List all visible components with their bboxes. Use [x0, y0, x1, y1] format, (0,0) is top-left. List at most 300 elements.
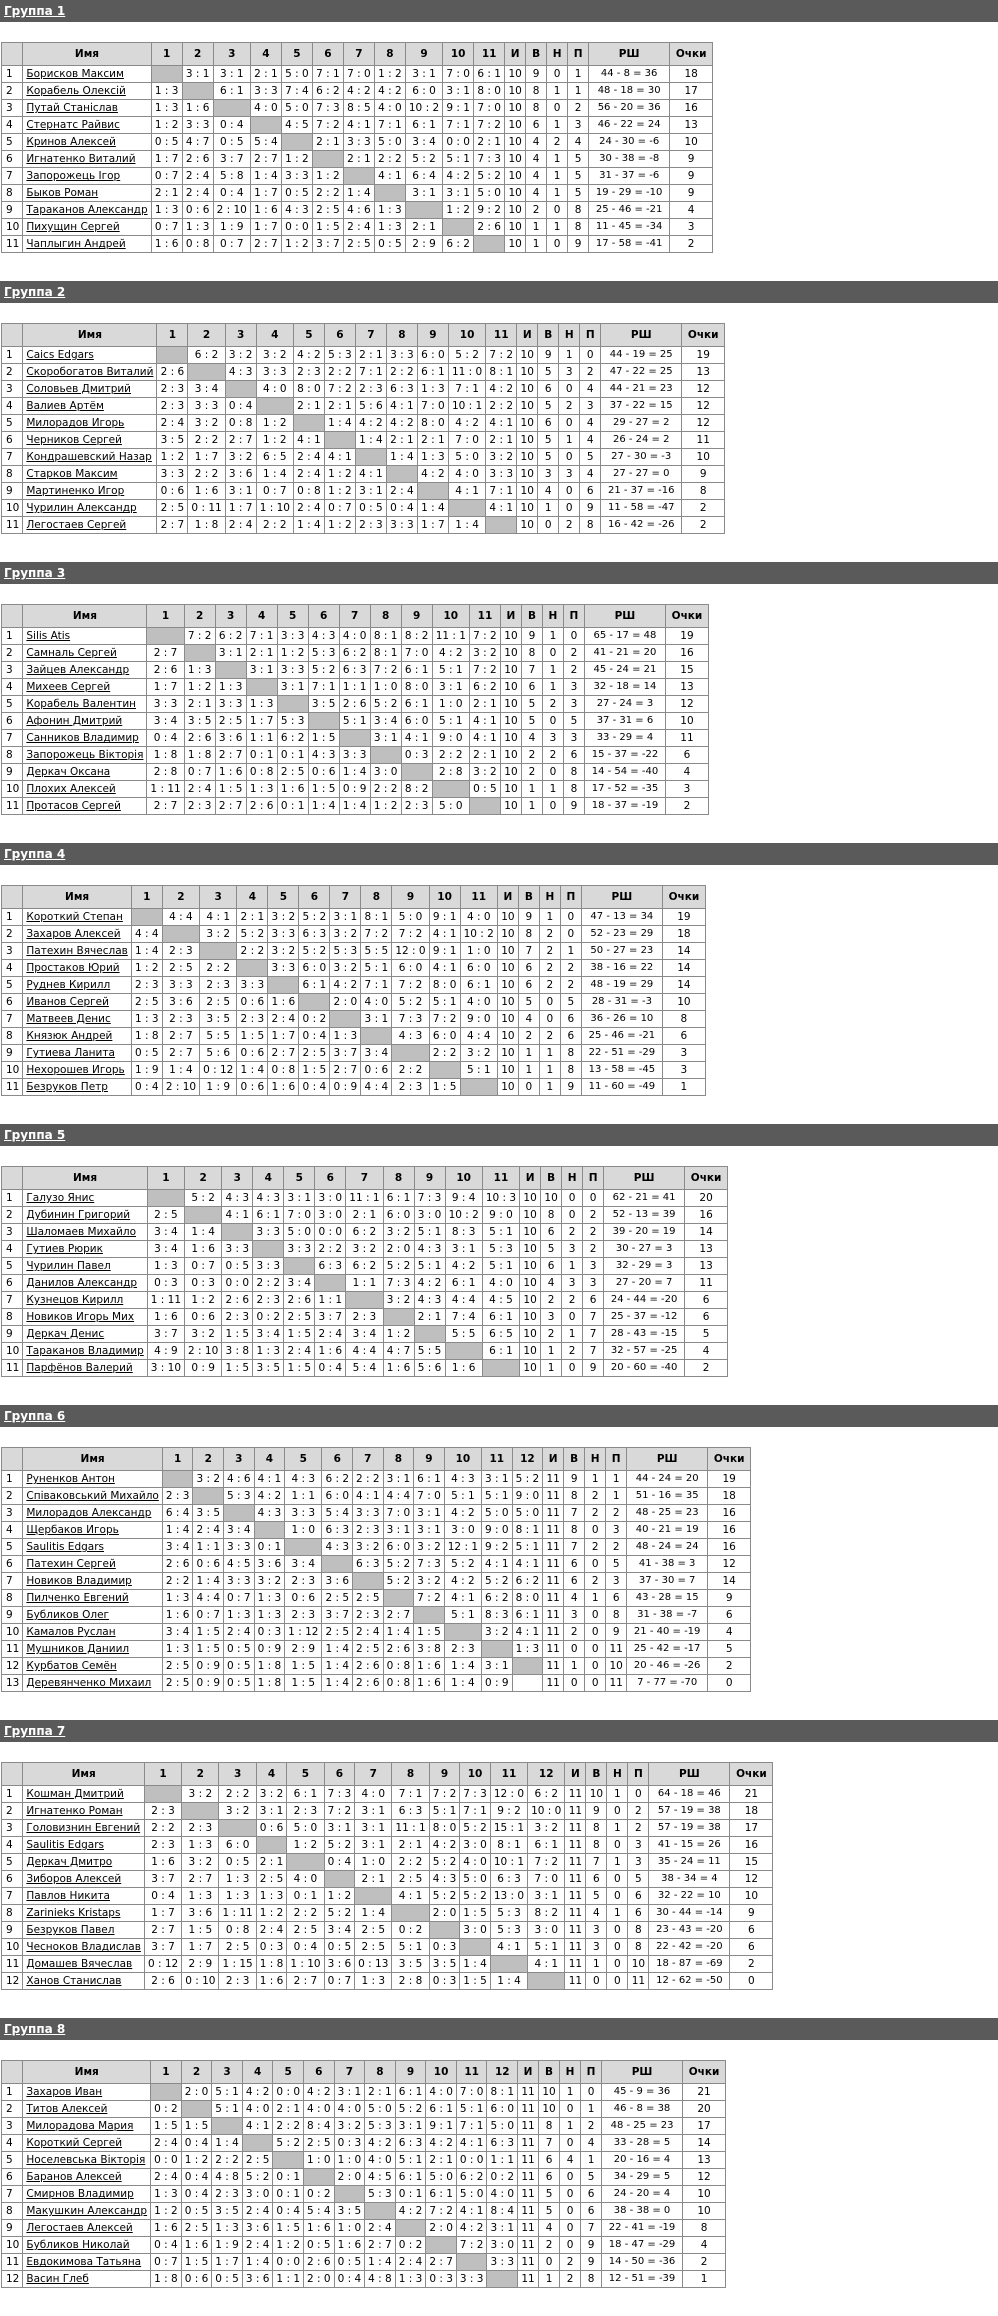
points: 13 [685, 1241, 728, 1258]
games-count: 10 [517, 398, 538, 415]
player-name-link[interactable]: Безруков Павел [23, 1922, 145, 1939]
player-name-link[interactable]: Бубликов Олег [23, 1607, 162, 1624]
row-rank: 10 [2, 1343, 23, 1360]
score-cell: 8 : 1 [370, 645, 401, 662]
score-cell: 6 : 1 [395, 2169, 426, 2186]
score-cell: 5 : 1 [392, 1939, 429, 1956]
score-cell: 4 : 0 [242, 2101, 273, 2118]
score-cell: 4 : 5 [365, 2169, 396, 2186]
player-name-link[interactable]: Евдокимова Татьяна [23, 2254, 151, 2271]
table-row [2, 1658, 751, 1675]
player-name-link[interactable]: Деревянченко Михаил [23, 1675, 162, 1692]
score-cell: 2 : 5 [215, 713, 246, 730]
points: 3 [665, 781, 708, 798]
score-cell: 2 : 4 [256, 1922, 287, 1939]
points: 15 [730, 1854, 773, 1871]
player-name-link[interactable]: Пилченко Евгений [23, 1590, 162, 1607]
score-cell: 0 : 2 [299, 1011, 330, 1028]
wins-count: 8 [564, 1522, 585, 1539]
score-cell: 0 : 7 [193, 1607, 224, 1624]
player-name-link[interactable]: Валиев Артём [23, 398, 157, 415]
score-cell: 7 : 2 [414, 1590, 445, 1607]
header-opponent-4: 4 [256, 324, 293, 347]
goal-diff: 16 - 42 = -26 [601, 517, 682, 534]
points: 3 [662, 1062, 705, 1079]
score-cell: 7 : 0 [343, 66, 374, 83]
score-cell: 9 : 0 [482, 1522, 513, 1539]
player-name-link[interactable]: Соловьев Дмитрий [23, 381, 157, 398]
goal-diff: 47 - 22 = 25 [601, 364, 682, 381]
losses-count: 3 [563, 730, 584, 747]
goal-diff: 43 - 28 = 15 [627, 1590, 708, 1607]
player-name-link[interactable]: Захаров Иван [23, 2084, 151, 2101]
score-cell: 5 : 1 [212, 2101, 243, 2118]
score-cell: 5 : 3 [365, 2186, 396, 2203]
score-cell: 0 : 6 [256, 1820, 287, 1837]
player-name-link[interactable]: Быков Роман [23, 185, 151, 202]
score-cell: 2 : 3 [353, 1607, 384, 1624]
player-name-link[interactable]: Чурилин Павел [23, 1258, 147, 1275]
player-name-link[interactable]: Курбатов Семён [23, 1658, 162, 1675]
row-rank: 8 [2, 466, 23, 483]
goal-diff: 21 - 40 = -19 [627, 1624, 708, 1641]
draws-count: 0 [585, 1607, 606, 1624]
table-row [2, 1956, 773, 1973]
player-name-link[interactable]: Князюк Андрей [23, 1028, 131, 1045]
player-name-link[interactable]: Скоробогатов Виталий [23, 364, 157, 381]
diagonal-cell [405, 202, 442, 219]
draws-count: 0 [560, 2169, 581, 2186]
table-row [2, 2186, 726, 2203]
header-name: Имя [23, 2061, 151, 2084]
player-name-link[interactable]: Безруков Петр [23, 1079, 131, 1096]
score-cell: 0 : 4 [213, 185, 250, 202]
player-name-link[interactable]: Плохих Алексей [23, 781, 147, 798]
player-name-link[interactable]: Деркач Оксана [23, 764, 147, 781]
group-title[interactable]: Группа 3 [0, 562, 998, 584]
player-name-link[interactable]: Silis Atis [23, 628, 147, 645]
diagonal-cell [365, 2203, 396, 2220]
player-name-link[interactable]: Патехин Сергей [23, 1556, 162, 1573]
player-name-link[interactable]: Кондрашевский Назар [23, 449, 157, 466]
player-name-link[interactable]: Короткий Степан [23, 909, 131, 926]
player-name-link[interactable]: Тараканов Александр [23, 202, 151, 219]
player-name-link[interactable]: Милорадова Мария [23, 2118, 151, 2135]
player-name-link[interactable]: Кузнецов Кирилл [23, 1292, 147, 1309]
goal-diff: 57 - 19 = 38 [649, 1820, 730, 1837]
table-row [2, 1488, 751, 1505]
header-opponent-2: 2 [182, 43, 213, 66]
player-name-link[interactable]: Парфёнов Валерий [23, 1360, 147, 1377]
player-name-link[interactable]: Співаковський Михайло [23, 1488, 162, 1505]
player-name-link[interactable]: Пихущин Сергей [23, 219, 151, 236]
score-cell: 1 : 4 [162, 1062, 199, 1079]
diagonal-cell [343, 168, 374, 185]
score-cell: 2 : 5 [304, 2135, 335, 2152]
player-name-link[interactable]: Иванов Сергей [23, 994, 131, 1011]
player-name-link[interactable]: Борисков Максим [23, 66, 151, 83]
score-cell: 0 : 4 [147, 730, 184, 747]
player-name-link[interactable]: Мушников Даниил [23, 1641, 162, 1658]
score-cell: 5 : 0 [487, 2118, 518, 2135]
score-cell: 1 : 4 [308, 798, 339, 815]
row-rank: 12 [2, 1658, 23, 1675]
player-name-link[interactable]: Короткий Сергей [23, 2135, 151, 2152]
player-name-link[interactable]: Павлов Никита [23, 1888, 145, 1905]
player-name-link[interactable]: Матвеев Денис [23, 1011, 131, 1028]
player-name-link[interactable]: Васин Глеб [23, 2271, 151, 2288]
table-row [2, 1590, 751, 1607]
score-cell: 2 : 4 [225, 517, 256, 534]
header-opponent-7: 7 [330, 886, 361, 909]
goal-diff: 46 - 22 = 24 [589, 117, 670, 134]
score-cell: 2 : 4 [151, 2135, 182, 2152]
table-row [2, 1241, 728, 1258]
points: 12 [708, 1556, 751, 1573]
score-cell: 0 : 1 [254, 1539, 285, 1556]
player-name-link[interactable]: Игнатенко Виталий [23, 151, 151, 168]
player-name-link[interactable]: Caics Edgars [23, 347, 157, 364]
header-opponent-9: 9 [401, 605, 432, 628]
score-cell: 5 : 6 [414, 1360, 445, 1377]
wins-count: 7 [518, 943, 539, 960]
draws-count: 2 [560, 2254, 581, 2271]
player-name-link[interactable]: Запорожець Ігор [23, 168, 151, 185]
points: 1 [683, 2271, 726, 2288]
score-cell: 2 : 6 [383, 1641, 414, 1658]
header-opponent-12: 12 [528, 1763, 565, 1786]
player-name-link[interactable]: Старков Максим [23, 466, 157, 483]
score-cell: 2 : 1 [392, 1837, 429, 1854]
score-cell: 0 : 6 [181, 2271, 212, 2288]
draws-count: 1 [547, 117, 568, 134]
group-title[interactable]: Группа 8 [0, 2018, 998, 2040]
score-cell: 0 : 4 [151, 2237, 182, 2254]
score-cell: 1 : 6 [268, 994, 299, 1011]
score-cell: 5 : 5 [445, 1326, 482, 1343]
row-rank: 7 [2, 730, 23, 747]
header-games: И [500, 605, 521, 628]
table-row [2, 100, 713, 117]
player-name-link[interactable]: Баранов Алексей [23, 2169, 151, 2186]
player-name-link[interactable]: Корабель Олексій [23, 83, 151, 100]
player-name-link[interactable]: Путай Станіслав [23, 100, 151, 117]
player-name-link[interactable]: Шаломаев Михайло [23, 1224, 147, 1241]
games-count: 11 [518, 2135, 539, 2152]
player-name-link[interactable]: Гутиева Ланита [23, 1045, 131, 1062]
points: 6 [685, 1292, 728, 1309]
player-name-link[interactable]: Бубликов Николай [23, 2237, 151, 2254]
player-name-link[interactable]: Ханов Станислав [23, 1973, 145, 1990]
score-cell: 1 : 7 [147, 679, 184, 696]
score-cell: 0 : 8 [246, 764, 277, 781]
header-opponent-10: 10 [432, 605, 469, 628]
player-name-link[interactable]: Легостаев Алексей [23, 2220, 151, 2237]
score-cell: 8 : 0 [429, 977, 460, 994]
table-row [2, 185, 713, 202]
player-name-link[interactable]: Кошман Дмитрий [23, 1786, 145, 1803]
header-opponent-3: 3 [224, 1448, 255, 1471]
score-cell: 5 : 3 [324, 347, 355, 364]
score-cell: 6 : 0 [322, 1488, 353, 1505]
player-name-link[interactable]: Галузо Янис [23, 1190, 147, 1207]
header-opponent-1: 1 [151, 43, 182, 66]
wins-count: 2 [518, 1028, 539, 1045]
score-cell: 2 : 1 [184, 696, 215, 713]
player-name-link[interactable]: Патехин Вячеслав [23, 943, 131, 960]
player-name-link[interactable]: Санников Владимир [23, 730, 147, 747]
score-cell: 2 : 2 [237, 943, 268, 960]
goal-diff: 27 - 30 = -3 [601, 449, 682, 466]
player-name-link[interactable]: Стернатс Райвис [23, 117, 151, 134]
score-cell: 2 : 5 [322, 1624, 353, 1641]
score-cell: 0 : 5 [219, 1854, 256, 1871]
row-rank: 3 [2, 1505, 23, 1522]
losses-count: 1 [606, 1488, 627, 1505]
score-cell: 2 : 7 [330, 1062, 361, 1079]
player-name-link[interactable]: Носелевська Вікторія [23, 2152, 151, 2169]
header-opponent-8: 8 [361, 886, 392, 909]
group-title[interactable]: Группа 7 [0, 1720, 998, 1742]
player-name-link[interactable]: Запорожець Вікторія [23, 747, 147, 764]
table-row [2, 1190, 728, 1207]
score-cell: 2 : 4 [151, 2169, 182, 2186]
score-cell: 4 : 2 [432, 645, 469, 662]
goal-diff: 20 - 46 = -26 [627, 1658, 708, 1675]
score-cell: 2 : 5 [322, 1590, 353, 1607]
player-name-link[interactable]: Протасов Сергей [23, 798, 147, 815]
games-count: 11 [565, 1837, 586, 1854]
header-opponent-11: 11 [456, 2061, 487, 2084]
score-cell: 3 : 1 [355, 1803, 392, 1820]
draws-count: 0 [542, 798, 563, 815]
diagonal-cell [346, 1292, 383, 1309]
score-cell: 5 : 1 [444, 1488, 481, 1505]
score-cell: 3 : 2 [460, 1045, 497, 1062]
score-cell: 0 : 3 [426, 2271, 457, 2288]
score-cell: 0 : 7 [184, 764, 215, 781]
score-cell: 3 : 1 [482, 1471, 513, 1488]
score-cell: 9 : 0 [512, 1488, 543, 1505]
table-row [2, 713, 709, 730]
points: 6 [662, 1028, 705, 1045]
player-name-link[interactable]: Кринов Алексей [23, 134, 151, 151]
goal-diff: 13 - 58 = -45 [581, 1062, 662, 1079]
score-cell: 6 : 0 [417, 347, 448, 364]
player-name-link[interactable]: Головизнин Евгений [23, 1820, 145, 1837]
score-cell: 2 : 1 [365, 2084, 396, 2101]
player-name-link[interactable]: Захаров Алексей [23, 926, 131, 943]
player-name-link[interactable]: Чесноков Владислав [23, 1939, 145, 1956]
score-cell: 4 : 1 [486, 500, 517, 517]
score-cell: 9 : 0 [482, 1207, 519, 1224]
player-name-link[interactable]: Деркач Денис [23, 1326, 147, 1343]
player-name-link[interactable]: Афонин Дмитрий [23, 713, 147, 730]
score-cell: 1 : 2 [374, 66, 405, 83]
row-rank: 12 [2, 2271, 23, 2288]
score-cell: 7 : 3 [414, 1190, 445, 1207]
draws-count: 0 [547, 202, 568, 219]
score-cell: 6 : 1 [414, 1471, 445, 1488]
player-name-link[interactable]: Мартиненко Игор [23, 483, 157, 500]
losses-count: 6 [628, 1905, 649, 1922]
games-count: 11 [543, 1624, 564, 1641]
group-spacer [0, 2040, 998, 2060]
score-cell: 6 : 1 [417, 364, 448, 381]
games-count: 10 [497, 1045, 518, 1062]
score-cell: 7 : 2 [184, 628, 215, 645]
points: 19 [662, 909, 705, 926]
player-name-link[interactable]: Самналь Сергей [23, 645, 147, 662]
player-name-link[interactable]: Смирнов Владимир [23, 2186, 151, 2203]
player-name-link[interactable]: Простаков Юрий [23, 960, 131, 977]
player-name-link[interactable]: Щербаков Игорь [23, 1522, 162, 1539]
wins-count: 2 [539, 2237, 560, 2254]
score-cell: 4 : 3 [281, 202, 312, 219]
losses-count: 8 [628, 1939, 649, 1956]
score-cell: 1 : 7 [151, 151, 182, 168]
score-cell: 3 : 1 [324, 1820, 355, 1837]
table-row [2, 117, 713, 134]
score-cell: 2 : 5 [353, 1590, 384, 1607]
score-cell: 6 : 3 [392, 1803, 429, 1820]
player-name-link[interactable]: Милорадов Александр [23, 1505, 162, 1522]
score-cell: 8 : 4 [304, 2118, 335, 2135]
score-cell: 6 : 3 [353, 1556, 384, 1573]
player-name-link[interactable]: Новиков Владимир [23, 1573, 162, 1590]
goal-diff: 32 - 57 = -25 [604, 1343, 685, 1360]
player-name-link[interactable]: Saulitis Edgars [23, 1837, 145, 1854]
draws-count: 0 [559, 483, 580, 500]
score-cell: 3 : 0 [315, 1190, 346, 1207]
player-name-link[interactable]: Руднев Кирилл [23, 977, 131, 994]
score-cell: 3 : 2 [193, 1471, 224, 1488]
header-opponent-11: 11 [474, 43, 505, 66]
score-cell: 0 : 4 [315, 1360, 346, 1377]
player-name-link[interactable]: Камалов Руслан [23, 1624, 162, 1641]
score-cell: 1 : 11 [147, 781, 184, 798]
points: 9 [670, 168, 713, 185]
group-title[interactable]: Группа 5 [0, 1124, 998, 1146]
score-cell: 1 : 3 [395, 2271, 426, 2288]
score-cell: 3 : 3 [343, 134, 374, 151]
score-cell: 2 : 1 [293, 398, 324, 415]
score-cell: 1 : 4 [256, 466, 293, 483]
diagonal-cell [182, 1803, 219, 1820]
score-cell: 4 : 2 [456, 2220, 487, 2237]
goal-diff: 33 - 29 = 4 [584, 730, 665, 747]
player-name-link[interactable]: Чаплыгин Андрей [23, 236, 151, 253]
score-cell: 1 : 6 [315, 1343, 346, 1360]
header-opponent-2: 2 [181, 2061, 212, 2084]
goal-diff: 33 - 28 = 5 [602, 2135, 683, 2152]
table-row [2, 1360, 728, 1377]
player-name-link[interactable]: Дубинин Григорий [23, 1207, 147, 1224]
player-name-link[interactable]: Милорадов Игорь [23, 415, 157, 432]
goal-diff: 30 - 27 = 3 [604, 1241, 685, 1258]
header-opponent-1: 1 [131, 886, 162, 909]
score-cell: 0 : 8 [182, 236, 213, 253]
goal-diff: 22 - 41 = -19 [602, 2220, 683, 2237]
player-name-link[interactable]: Домашев Вячеслав [23, 1956, 145, 1973]
losses-count: 8 [563, 781, 584, 798]
score-cell: 3 : 3 [353, 1505, 384, 1522]
score-cell: 7 : 2 [324, 1803, 355, 1820]
goal-diff: 18 - 37 = -19 [584, 798, 665, 815]
header-opponent-2: 2 [193, 1448, 224, 1471]
draws-count: 0 [547, 100, 568, 117]
score-cell: 1 : 3 [151, 202, 182, 219]
score-cell: 5 : 1 [444, 1607, 481, 1624]
player-name-link[interactable]: Saulitis Edgars [23, 1539, 162, 1556]
score-cell: 5 : 5 [200, 1028, 237, 1045]
player-name-link[interactable]: Чурилин Александр [23, 500, 157, 517]
score-cell: 3 : 4 [162, 1624, 193, 1641]
player-name-link[interactable]: Деркач Дмитро [23, 1854, 145, 1871]
player-name-link[interactable]: Новиков Игорь Мих [23, 1309, 147, 1326]
player-name-link[interactable]: Титов Алексей [23, 2101, 151, 2118]
points: 11 [665, 730, 708, 747]
group-title[interactable]: Группа 4 [0, 843, 998, 865]
player-name-link[interactable]: Руненков Антон [23, 1471, 162, 1488]
score-cell: 2 : 3 [401, 798, 432, 815]
score-cell: 4 : 0 [448, 466, 485, 483]
group-title[interactable]: Группа 6 [0, 1405, 998, 1427]
goal-diff: 44 - 8 = 36 [589, 66, 670, 83]
header-wins: В [586, 1763, 607, 1786]
header-rank [2, 886, 23, 909]
score-cell: 11 : 1 [346, 1190, 383, 1207]
table-row [2, 1624, 751, 1641]
score-cell: 2 : 5 [256, 1871, 287, 1888]
goal-diff: 26 - 24 = 2 [601, 432, 682, 449]
player-name-link[interactable]: Черников Сергей [23, 432, 157, 449]
player-name-link[interactable]: Тараканов Владимир [23, 1343, 147, 1360]
header-wins: В [539, 2061, 560, 2084]
losses-count: 0 [560, 926, 581, 943]
losses-count: 8 [581, 2271, 602, 2288]
score-cell: 3 : 4 [346, 1326, 383, 1343]
score-cell: 1 : 1 [193, 1539, 224, 1556]
score-cell: 6 : 1 [395, 2084, 426, 2101]
points: 4 [708, 1624, 751, 1641]
player-name-link[interactable]: Зайцев Александр [23, 662, 147, 679]
player-name-link[interactable]: Зиборов Алексей [23, 1871, 145, 1888]
player-name-link[interactable]: Корабель Валентин [23, 696, 147, 713]
player-name-link[interactable]: Гутиев Рюрик [23, 1241, 147, 1258]
player-name-link[interactable]: Легостаев Сергей [23, 517, 157, 534]
losses-count: 9 [581, 2254, 602, 2271]
player-name-link[interactable]: Zarinieks Kristaps [23, 1905, 145, 1922]
points: 10 [670, 134, 713, 151]
player-name-link[interactable]: Макушкин Александр [23, 2203, 151, 2220]
player-name-link[interactable]: Игнатенко Роман [23, 1803, 145, 1820]
player-name-link[interactable]: Данилов Александр [23, 1275, 147, 1292]
player-name-link[interactable]: Михеев Сергей [23, 679, 147, 696]
score-cell: 9 : 2 [474, 202, 505, 219]
score-cell: 4 : 3 [254, 1505, 285, 1522]
score-cell: 7 : 2 [528, 1854, 565, 1871]
header-name: Имя [23, 1167, 147, 1190]
games-count: 11 [518, 2254, 539, 2271]
score-cell: 2 : 10 [185, 1343, 222, 1360]
row-rank: 11 [2, 1360, 23, 1377]
player-name-link[interactable]: Нехорошев Игорь [23, 1062, 131, 1079]
score-cell: 2 : 3 [144, 1803, 181, 1820]
score-cell: 0 : 5 [374, 236, 405, 253]
group-title[interactable]: Группа 2 [0, 281, 998, 303]
group-title[interactable]: Группа 1 [0, 0, 998, 22]
